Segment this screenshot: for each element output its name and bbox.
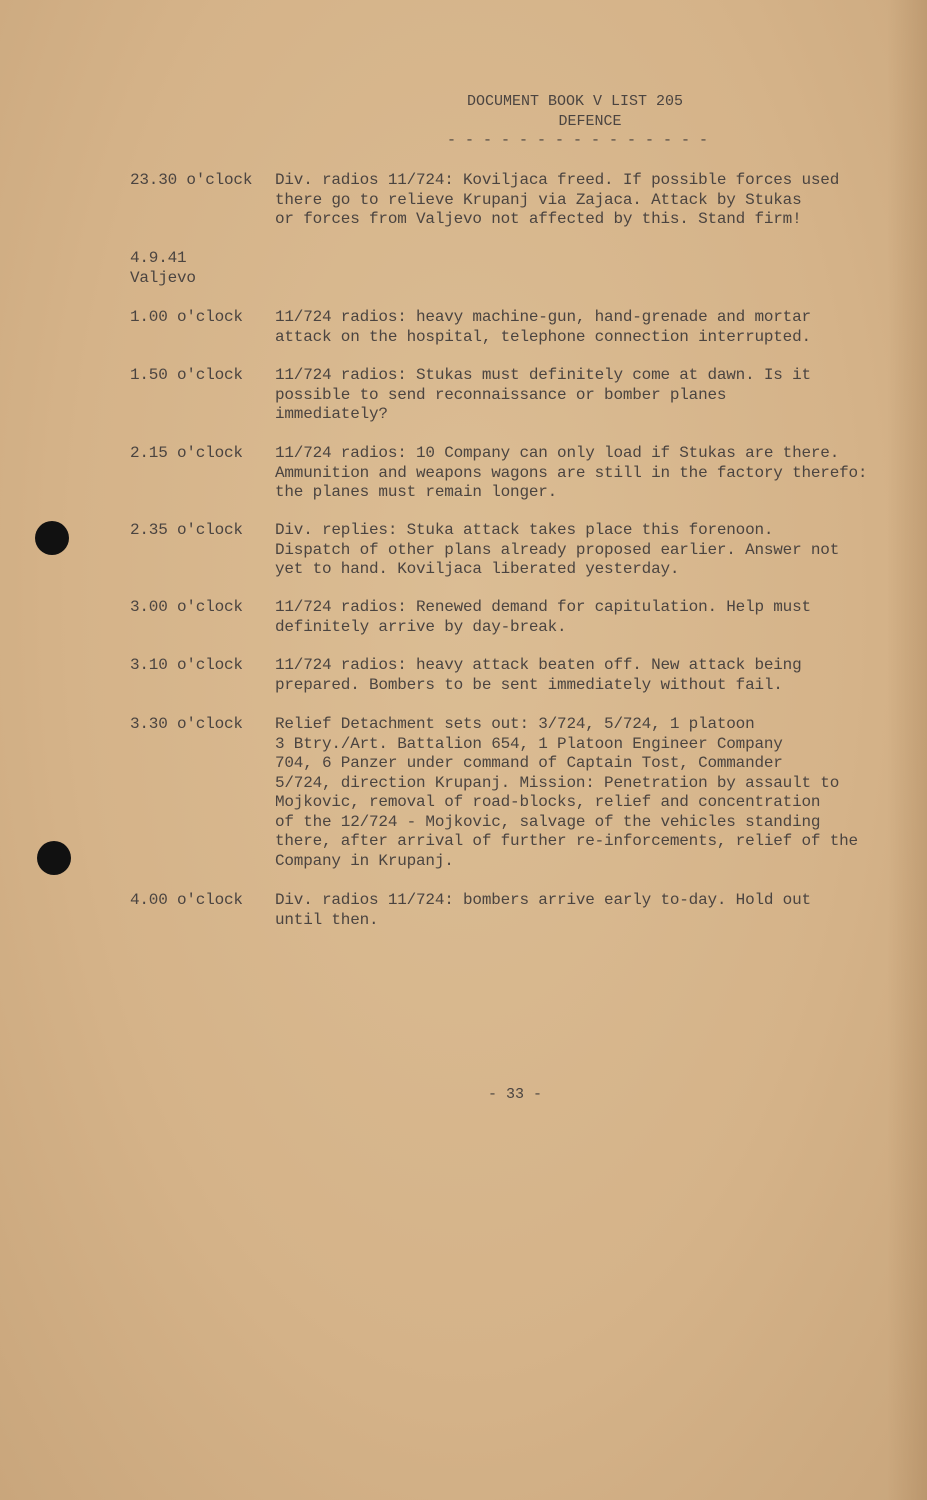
entry-text-line: 5/724, direction Krupanj. Mission: Penetration by assault to [275,773,840,792]
entry-text-line: until then. [275,910,379,929]
entry-text-line: 3 Btry./Art. Battalion 654, 1 Platoon Engineer Company [275,734,783,753]
entry-text-line: 11/724 radios: heavy attack beaten off. New attack being [275,656,802,674]
entry-text-line: Dispatch of other plans already proposed earlier. Answer not [275,540,840,559]
entry-time: 3.00 o'clock [130,598,243,616]
paper-edge-shadow [887,0,927,1500]
entry-text-line: Div. radios 11/724: bombers arrive early to-day. Hold out [275,891,811,909]
entry-time: 2.15 o'clock [130,444,243,462]
entry-text-line: 11/724 radios: Stukas must definitely come at dawn. Is it [275,366,811,384]
document-subtitle: DEFENCE [558,113,622,130]
entry-time: 1.50 o'clock [130,366,243,384]
entry-text-line: 11/724 radios: heavy machine-gun, hand-grenade and mortar [275,308,811,326]
entry-text-line: prepared. Bombers to be sent immediately without fail. [275,675,783,694]
entry-text-line: definitely arrive by day-break. [275,617,567,636]
document-title: DOCUMENT BOOK V LIST 205 [466,93,684,110]
page-number: - 33 - [487,1086,542,1103]
punch-hole [35,521,69,555]
entry-text-line: there go to relieve Krupanj via Zajaca. Attack by Stukas [275,190,802,209]
entry-text-line: Div. replies: Stuka attack takes place this forenoon. [275,521,774,539]
entry-text-line: Mojkovic, removal of road-blocks, relief and concentration [275,793,821,811]
entry-text-line: attack on the hospital, telephone connection interrupted. [275,327,811,346]
entry-text-line: Relief Detachment sets out: 3/724, 5/724, 1 platoon [275,715,755,733]
entry-time: 4.00 o'clock [130,891,243,909]
header-rule: - - - - - - - - - - - - - - - [447,132,709,149]
entry-text-line: Ammunition and weapons wagons are still in the factory therefo: [275,463,868,482]
entry-time: 23.30 o'clock [130,171,253,189]
entry-text-line: or forces from Valjevo not affected by this. Stand firm! [275,210,802,228]
entry-text-line: of the 12/724 - Mojkovic, salvage of the vehicles standing [275,812,821,831]
entry-text-line: 11/724 radios: Renewed demand for capitulation. Help must [275,598,811,616]
entry-time: 3.10 o'clock [130,656,243,674]
entry-time: 1.00 o'clock [130,308,243,326]
entry-text-line: the planes must remain longer. [275,483,558,501]
entry-text-line: immediately? [275,405,388,423]
entry-time: 4.9.41 Valjevo [130,249,196,287]
entry-text-line: Div. radios 11/724: Koviljaca freed. If possible forces used [275,171,840,189]
entry-text-line: there, after arrival of further re-inforcements, relief of the [275,832,858,850]
punch-hole [37,841,71,875]
entry-text-line: Company in Krupanj. [275,851,454,870]
entry-time: 2.35 o'clock [130,521,243,539]
entry-text-line: yet to hand. Koviljaca liberated yesterday. [275,560,680,578]
entry-text-line: 704, 6 Panzer under command of Captain Tost, Commander [275,754,783,772]
entry-time: 3.30 o'clock [130,715,243,733]
entry-text-line: 11/724 radios: 10 Company can only load if Stukas are there. [275,444,840,462]
entry-text-line: possible to send reconnaissance or bomber planes [275,385,727,404]
